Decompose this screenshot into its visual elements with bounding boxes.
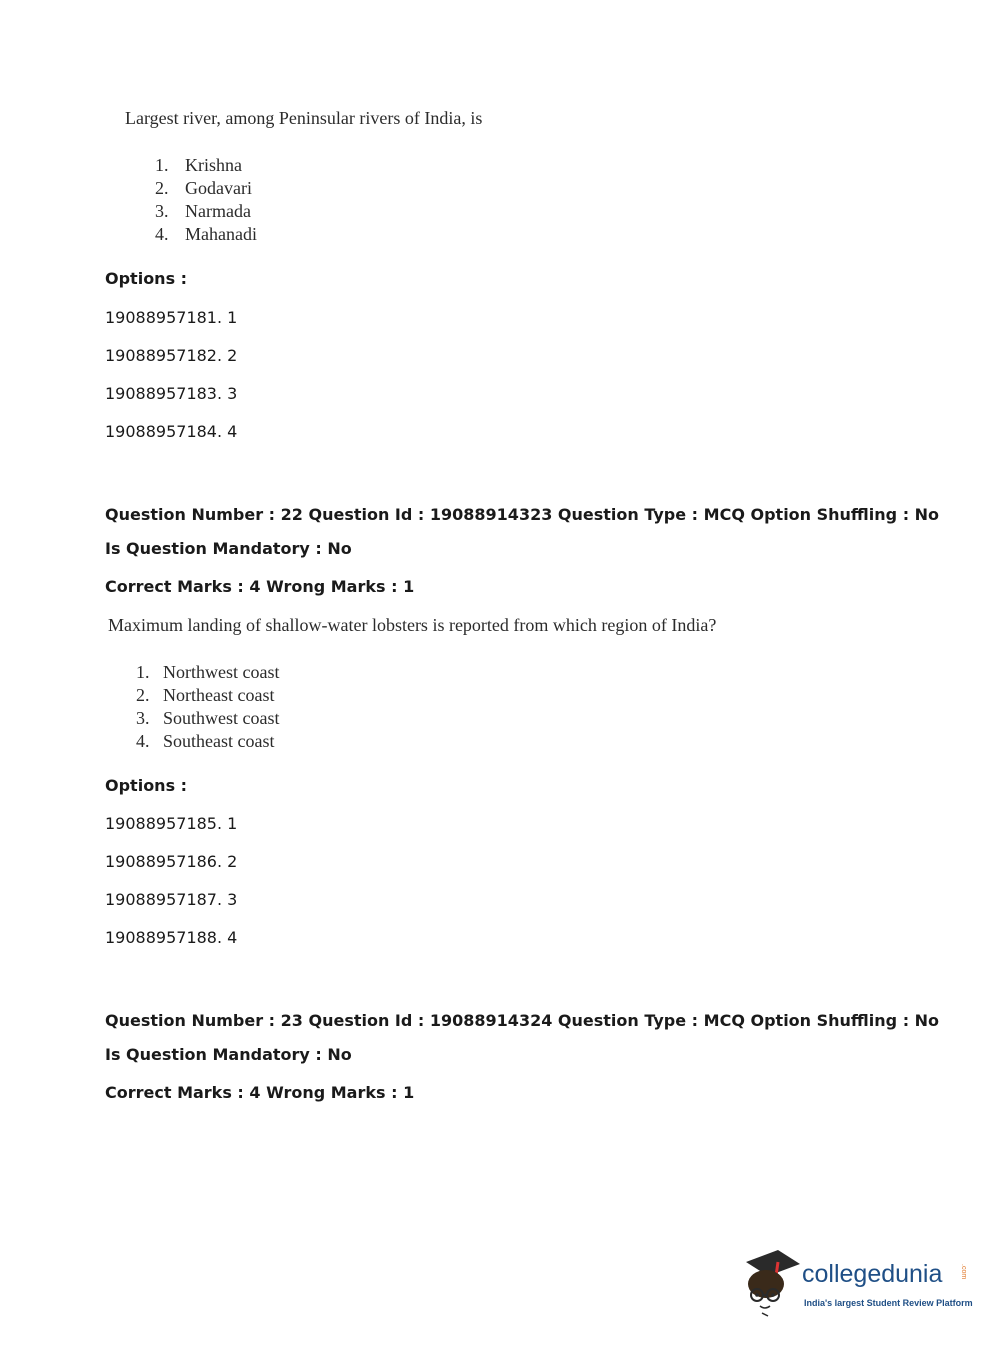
options-label: Options :	[105, 269, 188, 288]
choice-item: 2. Godavari	[155, 178, 252, 198]
q22-choices	[136, 661, 280, 753]
brand-tagline: India's largest Student Review Platform	[804, 1298, 973, 1308]
choice-item: 4. Mahanadi	[155, 224, 257, 244]
collegedunia-logo	[742, 1248, 972, 1318]
question-mandatory: Is Question Mandatory : No	[105, 539, 352, 558]
brand-domain: .com	[960, 1264, 967, 1280]
question-header: Question Number : 23 Question Id : 19088914324 Question Type : MCQ Option Shuffling : No	[105, 1011, 940, 1030]
brand-name: collegedunia	[802, 1260, 943, 1288]
choice-item: 4. Southeast coast	[136, 731, 275, 751]
option-item: 19088957186. 2	[105, 852, 238, 871]
option-item: 19088957188. 4	[105, 928, 238, 947]
mascot-icon	[742, 1248, 804, 1318]
option-item: 19088957185. 1	[105, 814, 238, 833]
choice-item: 1. Northwest coast	[136, 662, 280, 682]
options-label: Options :	[105, 776, 188, 795]
choice-item: 1. Krishna	[155, 155, 242, 175]
option-item: 19088957181. 1	[105, 308, 238, 327]
question-mandatory: Is Question Mandatory : No	[105, 1045, 352, 1064]
choice-item: 3. Narmada	[155, 201, 251, 221]
question-header: Question Number : 22 Question Id : 19088914323 Question Type : MCQ Option Shuffling : No	[105, 505, 940, 524]
option-item: 19088957182. 2	[105, 346, 238, 365]
option-item: 19088957187. 3	[105, 890, 238, 909]
choice-item: 3. Southwest coast	[136, 708, 280, 728]
q21-choices	[155, 154, 257, 246]
q21-stem: Largest river, among Peninsular rivers of India, is	[125, 108, 483, 128]
option-item: 19088957183. 3	[105, 384, 238, 403]
choice-item: 2. Northeast coast	[136, 685, 275, 705]
q22-stem: Maximum landing of shallow-water lobsters is reported from which region of India?	[108, 615, 717, 635]
question-marks: Correct Marks : 4 Wrong Marks : 1	[105, 1083, 415, 1102]
option-item: 19088957184. 4	[105, 422, 238, 441]
question-marks: Correct Marks : 4 Wrong Marks : 1	[105, 577, 415, 596]
